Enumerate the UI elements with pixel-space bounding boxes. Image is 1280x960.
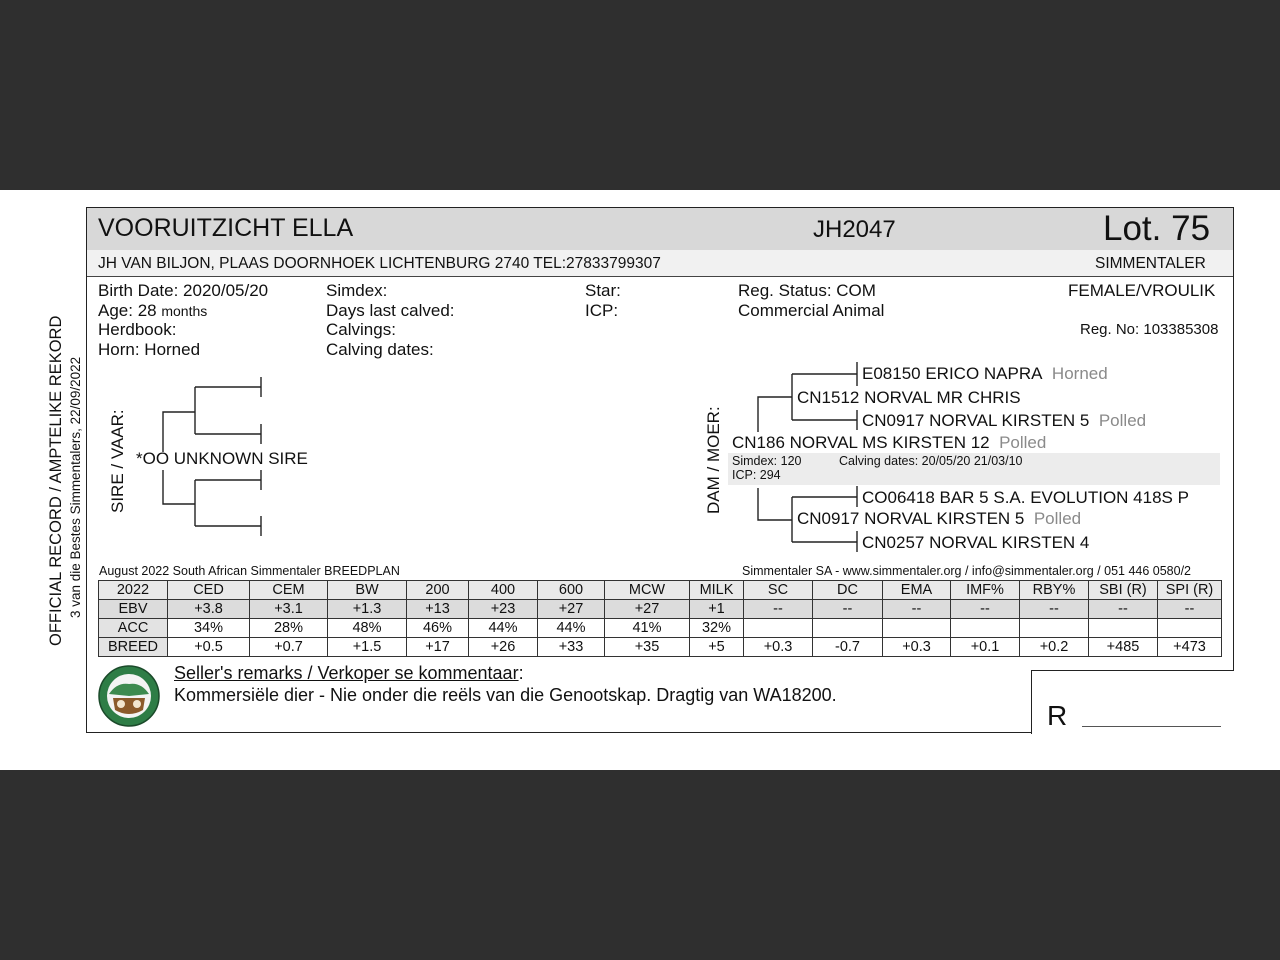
ebv-cell: -- <box>813 600 883 619</box>
ebv-cell <box>883 619 951 638</box>
dam-dam-name: CN0917 NORVAL KIRSTEN 5 <box>797 509 1025 528</box>
ebv-cell: 400 <box>469 581 538 600</box>
dam-dam-status: Polled <box>1033 509 1082 528</box>
dam-sire: CN1512 NORVAL MR CHRIS <box>797 388 1021 407</box>
ebv-row-label: ACC <box>99 619 168 638</box>
horn: Horn: Horned <box>98 340 201 359</box>
ebv-cell: BW <box>328 581 407 600</box>
ebv-row-label: EBV <box>99 600 168 619</box>
dam-simdex: Simdex: 120 <box>732 454 802 468</box>
ebv-cell: +3.8 <box>168 600 250 619</box>
ebv-cell: 44% <box>469 619 538 638</box>
age-value: Age: 28 <box>98 301 157 320</box>
dam-dam-dam: CN0257 NORVAL KIRSTEN 4 <box>862 533 1090 552</box>
dam-label: DAM / MOER: <box>704 406 723 514</box>
ebv-cell <box>1089 619 1158 638</box>
ebv-cell <box>1020 619 1089 638</box>
ebv-cell: +485 <box>1089 638 1158 657</box>
breedplan-source: August 2022 South African Simmentaler BREEDPLAN <box>99 564 400 578</box>
ebv-cell: +23 <box>469 600 538 619</box>
ebv-cell: +0.2 <box>1020 638 1089 657</box>
dam-sire-dam-status: Polled <box>1098 411 1147 430</box>
animal-name: VOORUITZICHT ELLA <box>98 214 354 242</box>
ebv-cell: 41% <box>605 619 690 638</box>
ebv-cell: +0.7 <box>250 638 328 657</box>
ebv-cell: +1.3 <box>328 600 407 619</box>
simdex: Simdex: <box>326 281 388 300</box>
ebv-cell: SC <box>744 581 813 600</box>
ebv-cell: +1.5 <box>328 638 407 657</box>
dam-sire-sire-status: Horned <box>1051 364 1108 383</box>
dam-sire-dam-name: CN0917 NORVAL KIRSTEN 5 <box>862 411 1090 430</box>
ebv-cell: SBI (R) <box>1089 581 1158 600</box>
simmentaler-logo <box>97 664 161 728</box>
ebv-cell: 46% <box>407 619 469 638</box>
dam-status: Polled <box>999 433 1047 452</box>
ebv-cell: +27 <box>538 600 605 619</box>
birth-date: Birth Date: 2020/05/20 <box>98 281 269 300</box>
breedplan-contact: Simmentaler SA - www.simmentaler.org / info@simmentaler.org / 051 446 0580/2 <box>742 564 1192 578</box>
dam-sire-sire-name: E08150 ERICO NAPRA <box>862 364 1043 383</box>
days-last-calved: Days last calved: <box>326 301 455 320</box>
ebv-cell <box>951 619 1020 638</box>
remarks-title: Seller's remarks / Verkoper se kommentaar <box>174 663 519 683</box>
ebv-cell: DC <box>813 581 883 600</box>
calvings: Calvings: <box>326 320 396 339</box>
dam-calving-dates: Calving dates: 20/05/20 21/03/10 <box>839 454 1023 468</box>
ebv-cell: MCW <box>605 581 690 600</box>
ebv-cell: +27 <box>605 600 690 619</box>
ebv-cell: +33 <box>538 638 605 657</box>
ebv-cell: -- <box>1089 600 1158 619</box>
age-unit: months <box>161 303 208 319</box>
ebv-cell <box>744 619 813 638</box>
sire-name: *OO UNKNOWN SIRE <box>136 449 308 468</box>
ebv-cell: SPI (R) <box>1158 581 1222 600</box>
reg-status: Reg. Status: COM <box>738 281 876 300</box>
dam-dam <box>797 509 1081 529</box>
herdbook: Herdbook: <box>98 320 177 339</box>
ebv-row-label: BREED <box>99 638 168 657</box>
ebv-table-row <box>99 581 1222 600</box>
official-record-label: OFFICIAL RECORD / AMPTELIKE REKORD <box>47 315 65 646</box>
ebv-cell: +0.5 <box>168 638 250 657</box>
ebv-table-row <box>99 600 1222 619</box>
remarks-colon: : <box>518 663 524 683</box>
ebv-cell: 600 <box>538 581 605 600</box>
ebv-cell: +0.1 <box>951 638 1020 657</box>
ebv-cell: CEM <box>250 581 328 600</box>
dam-dam-sire: CO06418 BAR 5 S.A. EVOLUTION 418S P <box>862 488 1189 507</box>
ebv-cell: +35 <box>605 638 690 657</box>
ebv-cell: -- <box>883 600 951 619</box>
sale-label: 3 van die Bestes Simmentalers, 22/09/2022 <box>68 356 83 618</box>
dam <box>732 433 1046 453</box>
ebv-cell: -0.7 <box>813 638 883 657</box>
reg-no: Reg. No: 103385308 <box>1080 321 1219 338</box>
ebv-cell: +473 <box>1158 638 1222 657</box>
ebv-cell <box>813 619 883 638</box>
ebv-cell: CED <box>168 581 250 600</box>
ebv-cell: +17 <box>407 638 469 657</box>
lot-number: Lot. 75 <box>1103 209 1211 248</box>
breed: SIMMENTALER <box>1095 255 1206 272</box>
ebv-cell: -- <box>744 600 813 619</box>
ebv-cell: +3.1 <box>250 600 328 619</box>
sire-label: SIRE / VAAR: <box>108 409 127 513</box>
commercial-animal: Commercial Animal <box>738 301 885 320</box>
dam-name: CN186 NORVAL MS KIRSTEN 12 <box>732 433 990 452</box>
ebv-cell: EMA <box>883 581 951 600</box>
ebv-cell: 44% <box>538 619 605 638</box>
ebv-cell: -- <box>951 600 1020 619</box>
dam-sire-dam <box>862 411 1146 431</box>
sex: FEMALE/VROULIK <box>1068 281 1216 300</box>
ebv-cell: 48% <box>328 619 407 638</box>
ebv-cell: 32% <box>690 619 744 638</box>
dam-sire-sire <box>862 364 1108 384</box>
ebv-cell: 28% <box>250 619 328 638</box>
ebv-cell: +1 <box>690 600 744 619</box>
ebv-cell: -- <box>1020 600 1089 619</box>
calving-dates: Calving dates: <box>326 340 434 359</box>
ebv-cell: RBY% <box>1020 581 1089 600</box>
ebv-cell: -- <box>1158 600 1222 619</box>
remarks-text: Kommersiële dier - Nie onder die reëls van die Genootskap. Dragtig van WA18200. <box>174 685 837 705</box>
ebv-cell: +13 <box>407 600 469 619</box>
owner: JH VAN BILJON, PLAAS DOORNHOEK LICHTENBURG 2740 TEL:27833799307 <box>98 255 661 272</box>
remarks-heading <box>174 663 524 684</box>
ebv-cell: MILK <box>690 581 744 600</box>
icp: ICP: <box>585 301 619 320</box>
star: Star: <box>585 281 621 300</box>
ebv-table-row <box>99 638 1222 657</box>
ebv-table <box>98 580 1222 657</box>
animal-id: JH2047 <box>813 216 896 243</box>
dam-icp: ICP: 294 <box>732 468 781 482</box>
ebv-cell: +26 <box>469 638 538 657</box>
signature-line <box>1082 726 1221 727</box>
ebv-cell: +0.3 <box>883 638 951 657</box>
ebv-cell: +0.3 <box>744 638 813 657</box>
ebv-table-row <box>99 619 1222 638</box>
ebv-cell: +5 <box>690 638 744 657</box>
ebv-cell <box>1158 619 1222 638</box>
ebv-row-label: 2022 <box>99 581 168 600</box>
ebv-cell: IMF% <box>951 581 1020 600</box>
signature-label: R <box>1047 700 1068 731</box>
ebv-cell: 34% <box>168 619 250 638</box>
ebv-cell: 200 <box>407 581 469 600</box>
